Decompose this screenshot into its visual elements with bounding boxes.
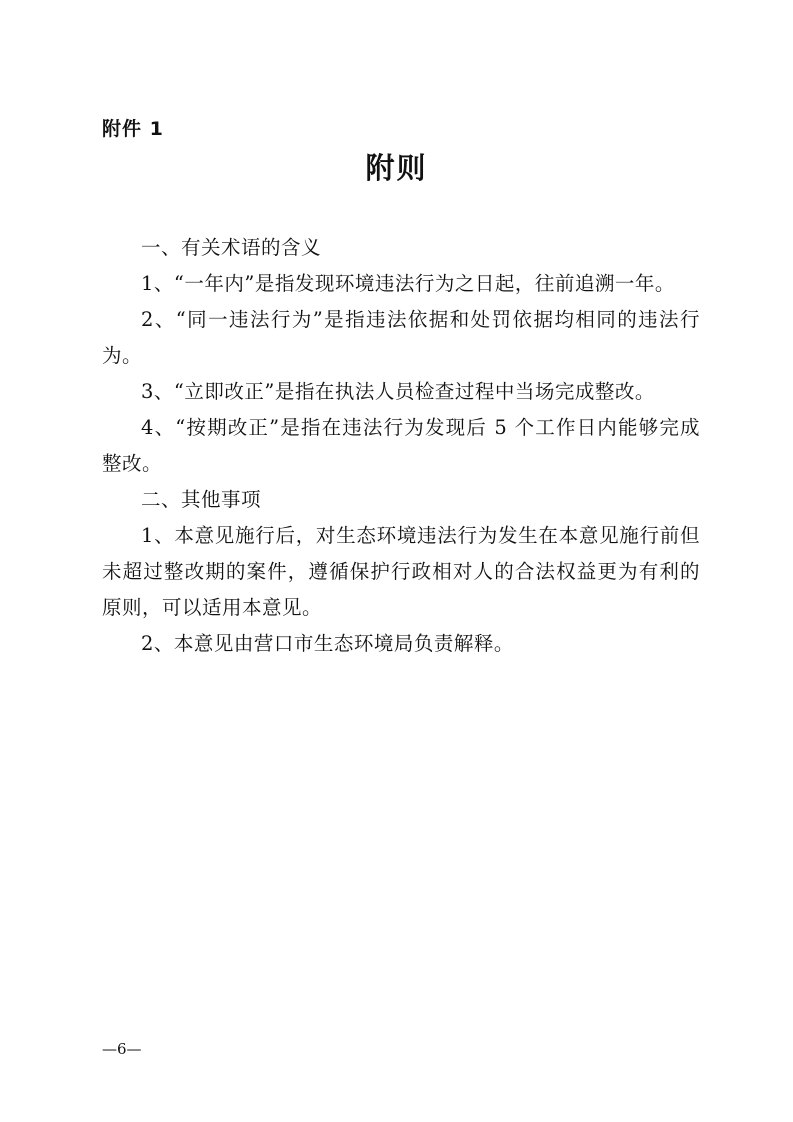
term-item-4: 4、“按期改正”是指在违法行为发现后 5 个工作日内能够完成整改。: [102, 416, 700, 475]
term-item-2: 2、“同一违法行为”是指违法依据和处罚依据均相同的违法行为。: [102, 308, 700, 367]
attachment-label: 附件 1: [102, 118, 164, 140]
other-item-2: 2、本意见由营口市生态环境局负责解释。: [141, 632, 514, 655]
section-heading-terms: 一、有关术语的含义: [141, 236, 322, 259]
other-item-1: 1、本意见施行后，对生态环境违法行为发生在本意见施行前但未超过整改期的案件，遵循保护行政相对人的合法权益更为有利的原则，可以适用本意见。: [102, 524, 700, 619]
section-heading-other: 二、其他事项: [141, 488, 262, 511]
term-item-3: 3、“立即改正”是指在执法人员检查过程中当场完成整改。: [141, 380, 655, 403]
page-title: 附则: [365, 151, 428, 185]
document-body: [102, 230, 700, 662]
term-item-1: 1、“一年内”是指发现环境违法行为之日起，往前追溯一年。: [141, 272, 675, 295]
page-number: —6—: [102, 1040, 142, 1058]
